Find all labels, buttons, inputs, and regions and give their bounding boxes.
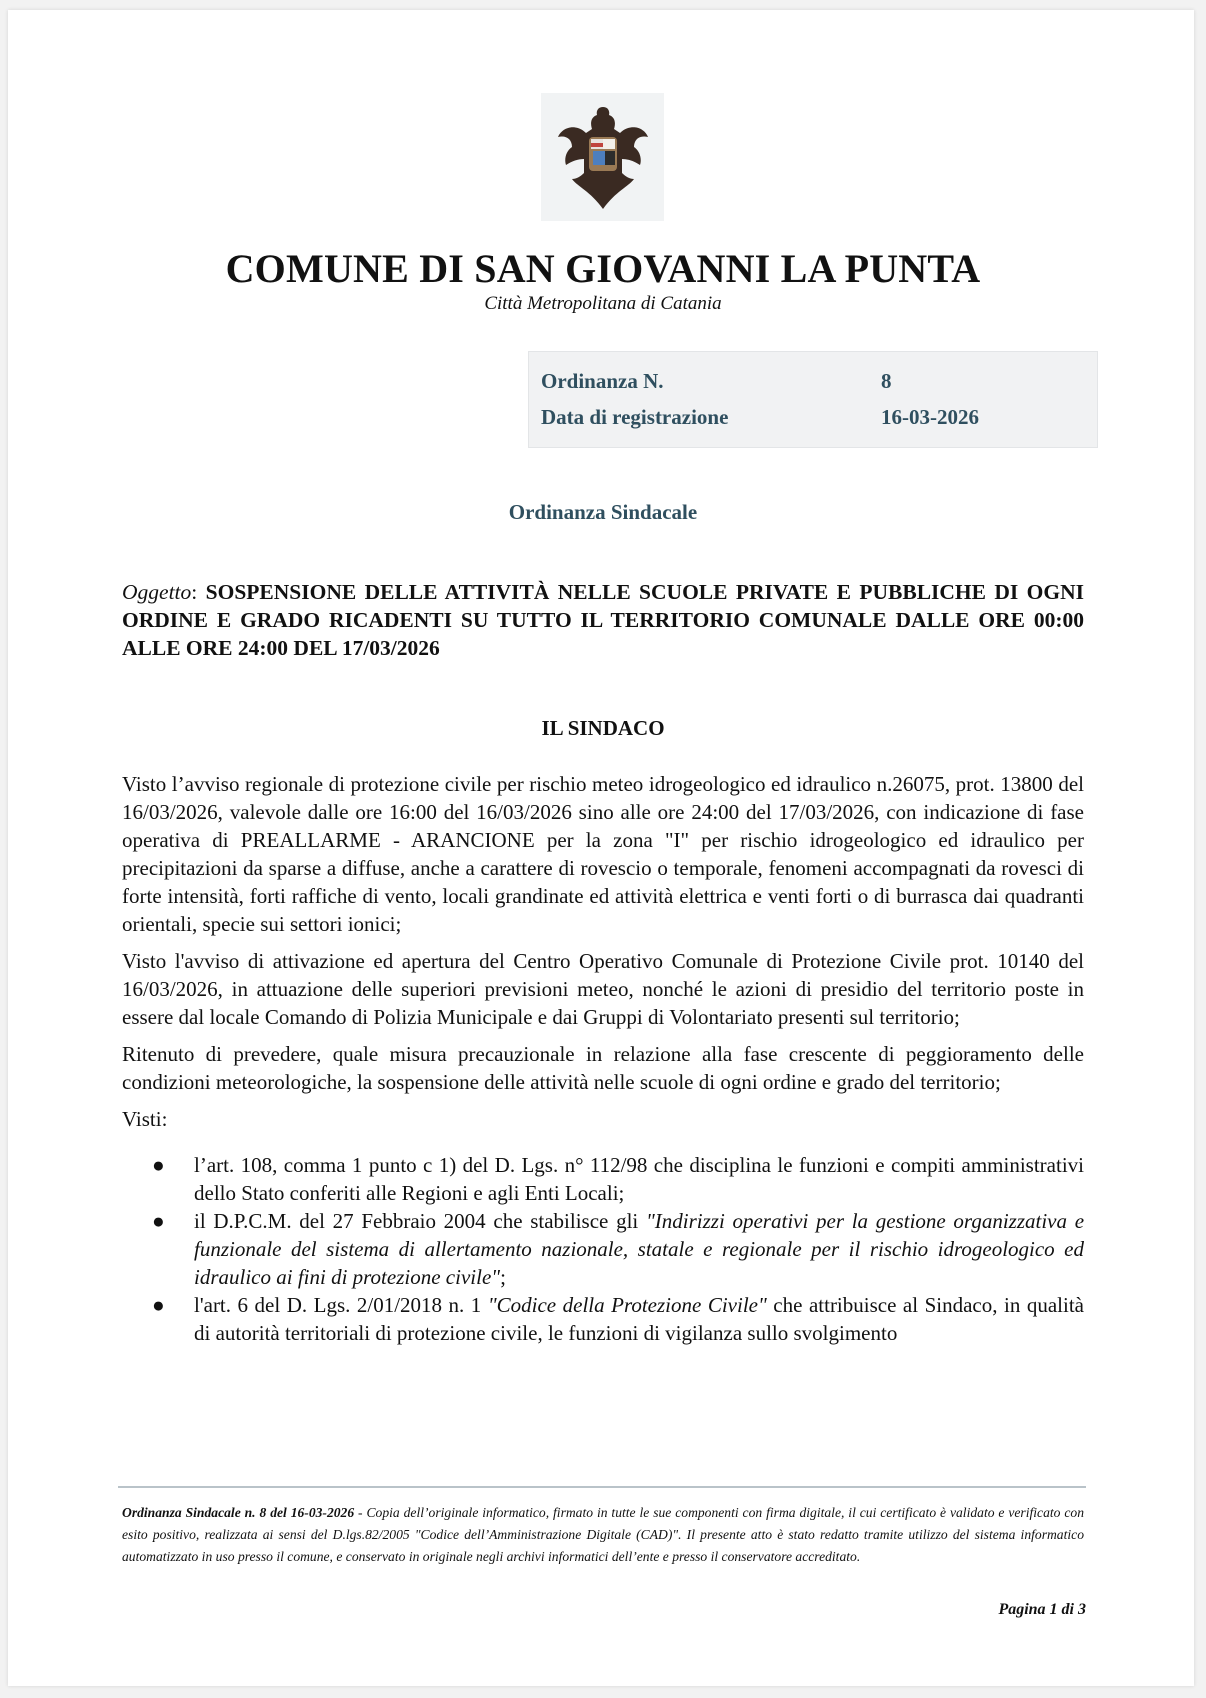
list-item-text: il D.P.C.M. del 27 Febbraio 2004 che stabilisce gli <box>194 1209 646 1233</box>
list-item-italic: "Codice della Protezione Civile" <box>487 1293 767 1317</box>
footer-ref: Ordinanza Sindacale n. 8 del 16-03-2026 <box>122 1505 355 1520</box>
visti-list <box>122 1151 1084 1347</box>
footer-divider <box>118 1486 1086 1488</box>
list-item-text: che attribuisce al Sindaco, in qualità di autorità territoriali di protezione civile, le funzioni di vigilanza sullo svolgimento <box>194 1293 1084 1345</box>
list-item-text: ; <box>500 1265 506 1289</box>
subject-label: Oggetto <box>122 580 192 604</box>
list-item <box>152 1291 1084 1347</box>
subject-text: SOSPENSIONE DELLE ATTIVITÀ NELLE SCUOLE PRIVATE E PUBBLICHE DI OGNI ORDINE E GRADO RICADENTI SU TUTTO IL TERRITORIO COMUNALE DALLE ORE 00:00 ALLE ORE 24:00 DEL 17/03/2026 <box>122 580 1084 660</box>
section-title: Ordinanza Sindacale <box>508 500 698 524</box>
coat-of-arms-icon <box>541 93 664 221</box>
info-label: Data di registrazione <box>541 405 729 429</box>
list-item <box>152 1151 1084 1207</box>
municipality-title: COMUNE DI SAN GIOVANNI LA PUNTA <box>225 246 981 291</box>
subject-block <box>122 578 1084 662</box>
page-indicator: Pagina 1 di 3 <box>998 1601 1086 1618</box>
bullet-icon: ● <box>152 1293 165 1317</box>
list-item-text: l'art. 6 del D. Lgs. 2/01/2018 n. 1 <box>194 1293 488 1317</box>
municipality-subtitle: Città Metropolitana di Catania <box>484 293 722 314</box>
info-value: 8 <box>881 369 892 393</box>
paragraph: Visto l’avviso regionale di protezione civile per rischio meteo idrogeologico ed idraulico n.26075, prot. 13800 del 16/03/2026, valevole dalle ore 16:00 del 16/03/2026 sino alle ore 24:00 del 17/03/2026, con indicazione di fase operativa di PREALLARME - ARANCIONE per la zona "I" per rischio idrogeologico ed idraulico per precipitazioni da sparse a diffuse, anche a carattere di rovescio o temporale, fenomeni accompagnati da rovesci di forte intensità, forti raffiche di vento, locali grandinate ed attività elettrica e venti forti o di burrasca dai quadranti orientali, specie sui settori ionici; <box>122 772 1084 936</box>
footer-text: - Copia dell’originale informatico, firmato in tutte le sue componenti con firma digitale, il cui certificato è validato e verificato con esito positivo, realizzata ai sensi del D.lgs.82/2005 "Codice dell’Amministrazione Digitale (CAD)". Il presente atto è stato redatto tramite utilizzo del sistema informatico automatizzato in uso presso il comune, e conservato in originale negli archivi informatici dell’ente e presso il conservatore accreditato. <box>122 1505 1084 1564</box>
document-body <box>122 770 1084 1347</box>
info-value: 16-03-2026 <box>881 405 979 429</box>
bullet-icon: ● <box>152 1209 165 1233</box>
bullet-icon: ● <box>152 1153 165 1177</box>
list-item <box>152 1207 1085 1291</box>
ordinance-info-box <box>528 351 1098 448</box>
paragraph: Ritenuto di prevedere, quale misura precauzionale in relazione alla fase crescente di peggioramento delle condizioni meteorologiche, la sospensione delle attività nelle scuole di ogni ordine e grado del territorio; <box>122 1042 1084 1094</box>
visti-label: Visti: <box>122 1107 168 1131</box>
paragraph: Visto l'avviso di attivazione ed apertura del Centro Operativo Comunale di Protezione Civile prot. 10140 del 16/03/2026, in attuazione delle superiori previsioni meteo, nonché le azioni di presidio del territorio poste in essere dal locale Comando di Polizia Municipale e dai Gruppi di Volontariato presenti sul territorio; <box>122 949 1084 1029</box>
authority-heading: IL SINDACO <box>541 716 665 740</box>
footer-note <box>122 1502 1084 1568</box>
list-item-italic: "Indirizzi operativi per la gestione organizzativa e funzionale del sistema di allertamento nazionale, statale e regionale per il rischio idrogeologico ed idraulico ai fini di protezione civile" <box>194 1209 1085 1289</box>
subject-sep: : <box>191 580 206 604</box>
list-item-text: l’art. 108, comma 1 punto c 1) del D. Lgs. n° 112/98 che disciplina le funzioni e compiti amministrativi dello Stato conferiti alle Regioni e agli Enti Locali; <box>194 1153 1084 1205</box>
info-label: Ordinanza N. <box>541 369 664 393</box>
